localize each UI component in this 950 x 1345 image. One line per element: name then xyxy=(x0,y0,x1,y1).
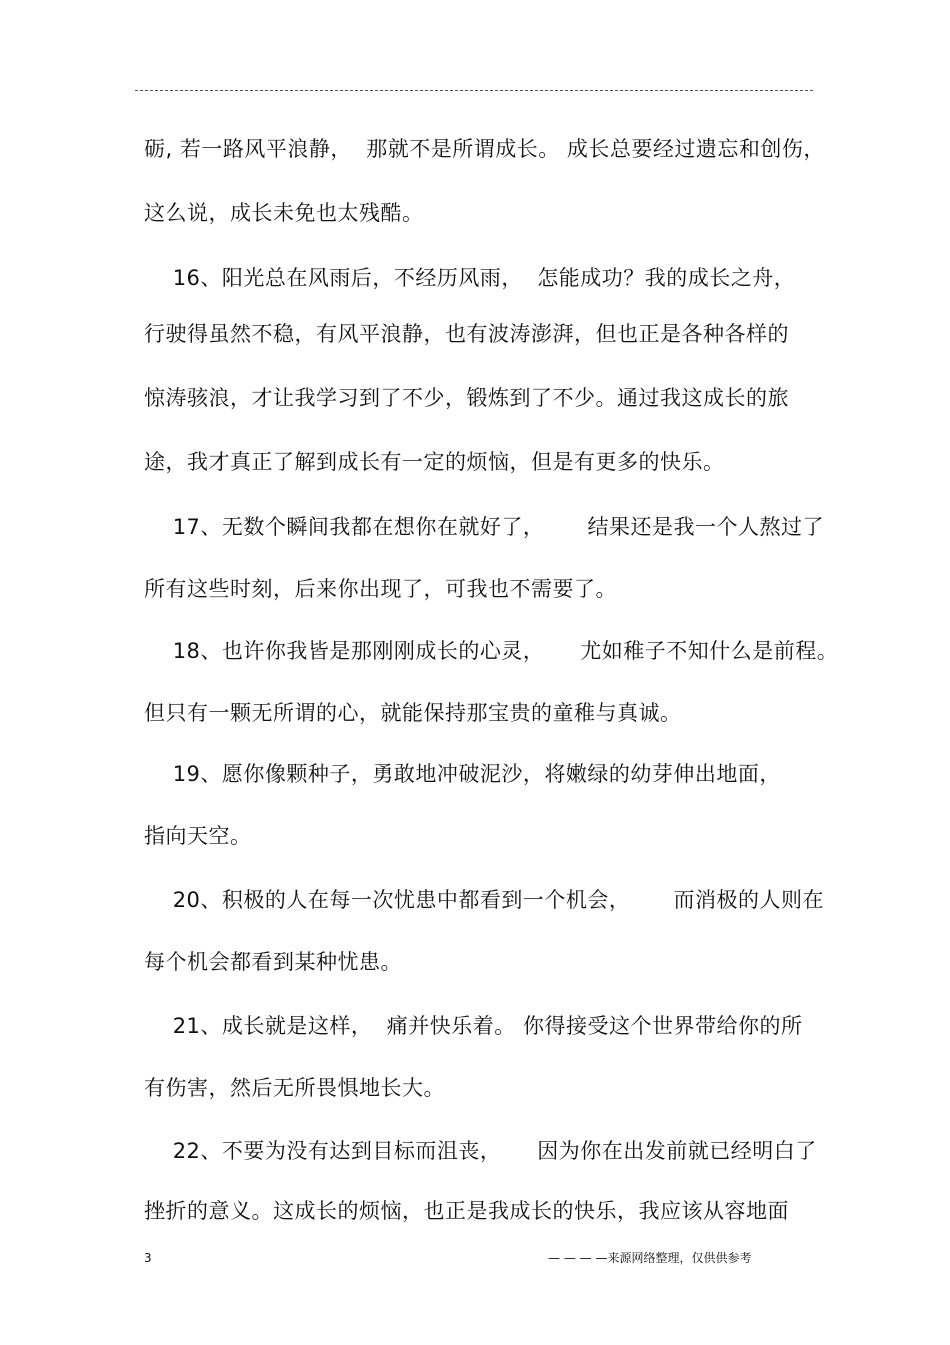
body-text-line: 有伤害，然后无所畏惧地长大。 xyxy=(144,1076,445,1100)
body-text-line: 17、无数个瞬间我都在想你在就好了， 结果还是我一个人熬过了 xyxy=(144,515,824,539)
body-text-line: 但只有一颗无所谓的心，就能保持那宝贵的童稚与真诚。 xyxy=(144,701,682,725)
body-text-line: 行驶得虽然不稳，有风平浪静，也有波涛澎湃，但也正是各种各样的 xyxy=(144,322,789,346)
body-text-line: 22、不要为没有达到目标而沮丧， 因为你在出发前就已经明白了 xyxy=(144,1139,817,1163)
header-dashed-rule xyxy=(135,90,813,91)
body-text-line: 19、愿你像颗种子，勇敢地冲破泥沙，将嫩绿的幼芽伸出地面， xyxy=(144,762,781,786)
body-text-line: 惊涛骇浪，才让我学习到了不少，锻炼到了不少。通过我这成长的旅 xyxy=(144,386,789,410)
body-text-line: 20、积极的人在每一次忧患中都看到一个机会， 而消极的人则在 xyxy=(144,888,824,912)
body-text-line: 指向天空。 xyxy=(144,824,252,848)
body-text-line: 途，我才真正了解到成长有一定的烦恼，但是有更多的快乐。 xyxy=(144,450,725,474)
body-text-line: 16、阳光总在风雨后，不经历风雨， 怎能成功？我的成长之舟， xyxy=(144,266,796,290)
body-text-line: 18、也许你我皆是那刚刚成长的心灵， 尤如稚子不知什么是前程。 xyxy=(144,639,839,663)
body-text-line: 这么说，成长未免也太残酷。 xyxy=(144,201,424,225)
body-text-line: 每个机会都看到某种忧患。 xyxy=(144,950,402,974)
body-text-line: 挫折的意义。这成长的烦恼，也正是我成长的快乐，我应该从容地面 xyxy=(144,1199,789,1223)
body-text-line: 所有这些时刻，后来你出现了，可我也不需要了。 xyxy=(144,577,617,601)
page-number: 3 xyxy=(144,1251,152,1265)
footer-source-note: — — — —来源网络整理，仅供供参考 xyxy=(548,1251,752,1265)
body-text-line: 砺, 若一路风平浪静， 那就不是所谓成长。 成长总要经过遗忘和创伤， xyxy=(144,137,825,161)
body-text-line: 21、成长就是这样， 痛并快乐着。 你得接受这个世界带给你的所 xyxy=(144,1014,803,1038)
